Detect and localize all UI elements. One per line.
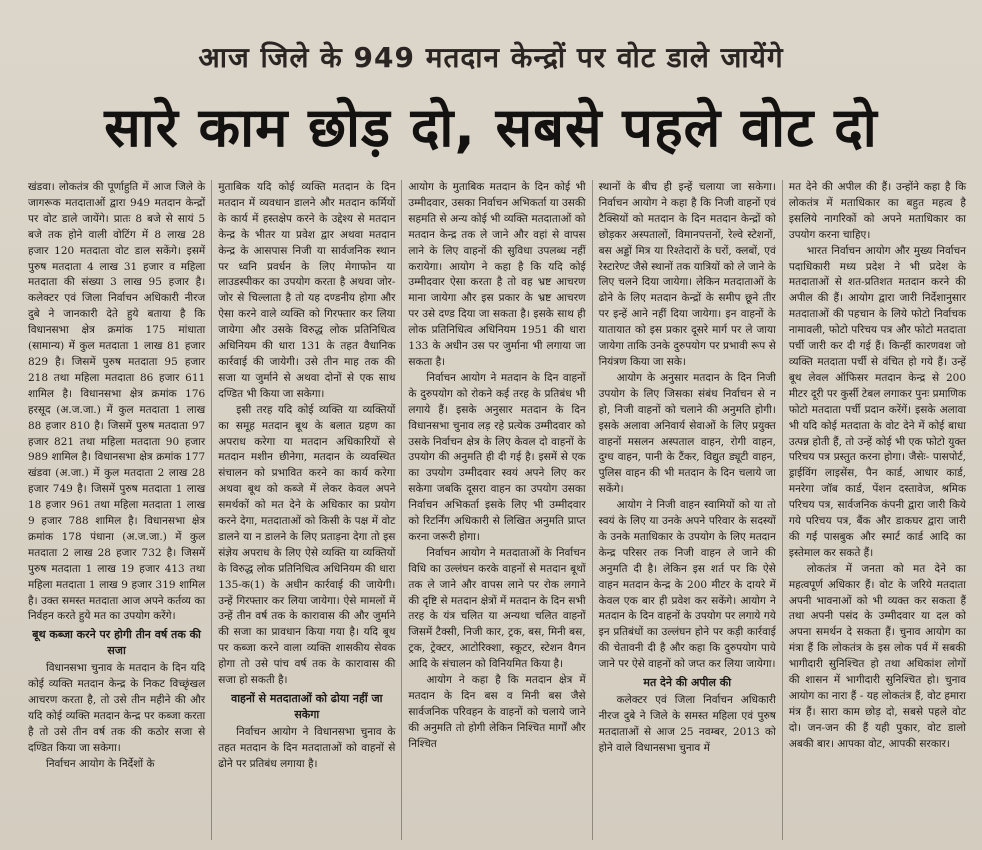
column-4 <box>592 180 782 840</box>
paragraph: कलेक्टर एवं जिला निर्वाचन अधिकारी नीरज दुबे ने जिले के समस्त महिला एवं पुरुष मतदाताओं से आज 25 नवम्बर, 2013 को होने वाले विधानसभा चुनाव में <box>598 694 776 754</box>
paragraph: खंडवा। लोकतंत्र की पूर्णाहुति में आज जिले के जागरूक मतदाताओं द्वारा 949 मतदान केन्द्रों पर वोट डाले जायेंगे। प्रातः 8 बजे से सायं 5 बजे तक होने वाली वोटिंग में 8 लाख 28 हजार 120 मतदाता वोट डाल सकेंगे। इसमें पुरुष मतदाता 4 लाख 31 हजार व महिला मतदाता की संख्या 3 लाख 95 हजार है। कलेक्टर एवं जिला निर्वाचन अधिकारी नीरज दुबे ने जानकारी देते हुये बताया है कि विधानसभा क्षेत्र क्रमांक 175 मांधाता (सामान्य) में कुल मतदाता 1 लाख 81 हजार 829 है। जिसमें पुरुष मतदाता 95 हजार 218 तथा महिला मतदाता 86 हजार 611 शामिल है। विधानसभा क्षेत्र क्रमांक 176 हरसूद (अ.ज.जा.) में कुल मतदाता 1 लाख 88 हजार 810 है। जिसमें पुरुष मतदाता 97 हजार 821 तथा महिला मतदाता 90 हजार 989 शामिल है। विधानसभा क्षेत्र क्रमांक 177 खंडवा (अ.जा.) में कुल मतदाता 2 लाख 28 हजार 749 है। जिसमें पुरुष मतदाता 1 लाख 18 हजार 961 तथा महिला मतदाता 1 लाख 9 हजार 788 शामिल है। विधानसभा क्षेत्र क्रमांक 178 पंधाना (अ.ज.जा.) में कुल मतदाता 2 लाख 28 हजार 732 है। जिसमें पुरुष मतदाता 1 लाख 19 हजार 413 तथा महिला मतदाता 1 लाख 9 हजार 319 शामिल है। उक्त समस्त मतदाता आज अपने कर्तव्य का निर्वहन करते हुये मत का उपयोग करेंगे। <box>28 181 206 623</box>
paragraph: आयोग ने कहा है कि मतदान क्षेत्र में मतदान के दिन बस व मिनी बस जैसे सार्वजनिक परिवहन के वाहनों को चलाये जाने की अनुमति तो होगी लेकिन निश्चित मार्गों और निश्चित <box>408 674 586 750</box>
paragraph: निर्वाचन आयोग ने विधानसभा चुनाव के तहत मतदान के दिन मतदाताओं को वाहनों से ढोने पर प्रतिबंध लगाया है। <box>218 726 396 770</box>
headline-main: सारे काम छोड़ दो, सबसे पहले वोट दो <box>104 96 878 159</box>
paragraph: इसी तरह यदि कोई व्यक्ति या व्यक्तियों का समूह मतदान बूथ के बलात ग्रहण का अपराध करेगा या मतदान अधिकारियों से मतदान मशीन छीनेगा, मतदान के व्यवस्थित संचालन को प्रभावित करने का कार्य करेगा अथवा बूथ को कब्जे में लेकर केवल अपने समर्थकों को मत देने के अधिकार का प्रयोग करने देगा, मतदाताओं को किसी के पक्ष में वोट डालने या न डालने के लिए प्रताड़ना देगा तो इस संज्ञेय अपराध के लिए ऐसे व्यक्ति या व्यक्तियों के विरुद्ध लोक प्रतिनिधित्व अधिनियम की धारा 135-क(1) के अधीन कार्रवाई की जायेगी। उन्हें गिरफ्तार कर लिया जायेगा। ऐसे मामलों में उन्हें तीन वर्ष तक के कारावास की और जुर्माने की सजा का प्रावधान किया गया है। यदि बूथ पर कब्जा करने वाला व्यक्ति शासकीय सेवक होगा तो उसे पांच वर्ष तक के कारावास की सजा हो सकती है। <box>218 403 396 687</box>
column-1 <box>22 180 211 840</box>
paragraph: मत देने की अपील की हैं। उन्होंने कहा है कि लोकतंत्र में मताधिकार का बहुत महत्व है इसलिये नागरिकों को अपने मताधिकार का उपयोग करना चाहिए। <box>788 181 967 241</box>
paragraph: विधानसभा चुनाव के मतदान के दिन यदि कोई व्यक्ति मतदान केन्द्र के निकट विच्छृंखल आचरण करता है, तो उसे तीन महीने की और यदि कोई व्यक्ति मतदान केन्द्र पर कब्जा करता है तो उसे तीन वर्ष तक की कठोर सजा से दण्डित किया जा सकेगा। <box>28 662 206 754</box>
paragraph: निर्वाचन आयोग के निर्देशों के <box>46 757 155 770</box>
paragraph: भारत निर्वाचन आयोग और मुख्य निर्वाचन पदाधिकारी मध्य प्रदेश ने भी प्रदेश के मतदाताओं से शत-प्रतिशत मतदान करने की अपील की हैं। आयोग द्वारा जारी निर्देशानुसार मतदाताओं की पहचान के लिये फोटो निर्वाचक नामावली, फोटो परिचय पत्र और फोटो मतदाता पर्ची जारी कर दी गई हैं। किन्हीं कारणवश जो व्यक्ति मतदाता पर्ची से वंचित हो गये हैं। उन्हें बूथ लेवल ऑफिसर मतदान केन्द्र से 200 मीटर दूरी पर कुर्सी टेबल लगाकर पुनः प्रमाणिक फोटो मतदाता पर्ची प्रदान करेंगें। इसके अलावा भी यदि कोई मतदाता के वोट देने में कोई बाधा उत्पन्न होती हैं, तो उन्हें कोई भी एक फोटो युक्त परिचय पत्र प्रस्तुत करना होगा। जैसेः- पासपोर्ट, ड्राईविंग लाइसेंस, पैन कार्ड, आधार कार्ड, मनरेगा जॉब कार्ड, पेंशन दस्तावेज, श्रमिक परिचय पत्र, सार्वजनिक कंपनी द्वारा जारी किये गये परिचय पत्र, बैंक और डाकघर द्वारा जारी की गई पासबुक और स्मार्ट कार्ड आदि का इस्तेमाल कर सकते हैं। <box>788 244 967 559</box>
paragraph: मुताबिक यदि कोई व्यक्ति मतदान के दिन मतदान में व्यवधान डालने और मतदान कर्मियों के कार्य में हस्तक्षेप करने के उद्देश्य से मतदान केन्द्र के भीतर या प्रवेश द्वार अथवा मतदान केन्द्र के आसपास निजी या सार्वजनिक स्थान पर ध्वनि प्रवर्धन के लिए मेगाफोन या लाउडस्पीकर का उपयोग करता है अथवा जोर-जोर से चिल्लाता है तो यह दण्डनीय होगा और ऐसा करने वाले व्यक्ति को गिरफ्तार कर लिया जायेगा और उसके विरुद्ध लोक प्रतिनिधित्व अधिनियम की धारा 131 के तहत वैधानिक कार्रवाई की जायेगी। उसे तीन माह तक की सजा या जुर्माने से अथवा दोनों से एक साथ दण्डित भी किया जा सकेगा। <box>218 181 396 400</box>
paragraph: लोकतंत्र में जनता को मत देने का महत्वपूर्ण अधिकार हैं। वोट के जरिये मतदाता अपनी भावनाओं को भी व्यक्त कर सकता हैं तथा अपनी पसंद के उम्मीदवार या दल को अपना समर्थन दे सकता हैं। चुनाव आयोग का मंत्रा हैं कि लोकतंत्र के इस लोक पर्व में सबकी भागीदारी सुनिश्चित हो तथा अधिकांश लोगों की शासन में भागीदारी सुनिश्चित हो। चुनाव आयोग का नारा हैं - यह लोकतंत्र हैं, वोट हमारा मंत्र हैं। सारा काम छोड़ दो, सबसे पहले वोट दो। जन-जन की हैं यही पुकार, वोट डालो अबकी बार। आपका वोट, आपकी सरकार। <box>788 562 967 750</box>
subheading: बूथ कब्जा करने पर होगी तीन वर्ष तक की सजा <box>32 628 201 658</box>
paragraph: निर्वाचन आयोग ने मतदाताओं के निर्वाचन विधि का उल्लंघन करके वाहनों से मतदान बूथों तक ले जाने और वापस लाने पर रोक लगाने की दृष्टि से मतदान क्षेत्रों में मतदान के दिन सभी तरह के यंत्र चलित या अन्यथा चलित वाहनों जिसमें टैक्सी, निजी कार, ट्रक, बस, मिनी बस, ट्रक, ट्रेक्टर, आटोरिक्शा, स्कूटर, स्टेशन वैगन आदि के संचालन को विनियमित किया है। <box>408 546 586 671</box>
paragraph: आयोग के मुताबिक मतदान के दिन कोई भी उम्मीदवार, उसका निर्वाचन अभिकर्ता या उसकी सहमति से अन्य कोई भी व्यक्ति मतदाताओं को मतदान केन्द्र तक ले जाने और वहां से वापस लाने के लिए वाहनों की सुविधा उपलब्ध नहीं करायेगा। आयोग ने कहा है कि यदि कोई उम्मीदवार ऐसा करता है तो वह भ्रष्ट आचरण माना जायेगा और इस प्रकार के भ्रष्ट आचरण पर उसे दण्ड दिया जा सकता है। इसके साथ ही लोक प्रतिनिधित्व अधिनियम 1951 की धारा 133 के अधीन उस पर जुर्माना भी लगाया जा सकता है। <box>408 181 586 368</box>
paragraph: स्थानों के बीच ही इन्हें चलाया जा सकेगा। निर्वाचन आयोग ने कहा है कि निजी वाहनों एवं टैक्सियों को मतदान के दिन मतदान केन्द्रों को छोड़कर अस्पतालों, विमानपत्तनों, रेल्वे स्टेशनों, बस अड्डों मित्र या रिश्तेदारों के घरों, क्लबों, एवं रेस्टारेण्ट जैसे स्थानों तक यात्रियों को ले जाने के लिए चलने दिया जायेगा। लेकिन मतदाताओं के ढोने के लिए मतदान केन्द्रों के समीप छूने तीर पर इन्हें आने नहीं दिया जायेगा। इन वाहनों के यातायात को इस प्रकार दूसरे मार्ग पर ले जाया जायेगा ताकि उनके दुरुपयोग पर प्रभावी रूप से नियंत्रण किया जा सके। <box>598 181 776 368</box>
subheading: मत देने की अपील की <box>643 676 732 690</box>
column-5 <box>782 180 972 840</box>
column-2 <box>211 180 401 840</box>
article-columns <box>22 180 972 840</box>
headline-top: आज जिले के 949 मतदान केन्द्रों पर वोट डाले जायेंगे <box>198 41 784 74</box>
paragraph: निर्वाचन आयोग ने मतदान के दिन वाहनों के दुरुपयोग को रोकने कई तरह के प्रतिबंध भी लगाये हैं। इसके अनुसार मतदान के दिन विधानसभा चुनाव लड़ रहे प्रत्येक उम्मीदवार को उसके निर्वाचन क्षेत्र के लिए केवल दो वाहनों के उपयोग की अनुमति ही दी गई है। इसमें से एक का उपयोग उम्मीदवार स्वयं अपने लिए कर सकेगा जबकि दूसरा वाहन का उपयोग उसका निर्वाचन अभिकर्ता इसके लिए भी उम्मीदवार को रिटर्निंग अधिकारी से लिखित अनुमति प्राप्त करना जरूरी होगा। <box>408 371 586 543</box>
paragraph: आयोग के अनुसार मतदान के दिन निजी उपयोग के लिए जिसका संबंध निर्वाचन से न हो, निजी वाहनों को चलाने की अनुमति होगी। इसके अलावा अनिवार्य सेवाओं के लिए प्रयुक्त वाहनों मसलन अस्पताल वाहन, रोगी वाहन, दुग्ध वाहन, पानी के टैंकर, विद्युत ड्यूटी वाहन, पुलिस वाहन की भी मतदान के दिन चलाये जा सकेंगे। <box>598 371 776 496</box>
column-3 <box>401 180 591 840</box>
paragraph: आयोग ने निजी वाहन स्वामियों को या तो स्वयं के लिए या उनके अपने परिवार के सदस्यों के उनके मताधिकार के उपयोग के लिए मतदान केन्द्र परिसर तक निजी वाहन ले जाने की अनुमति दी है। लेकिन इस शर्त पर कि ऐसे वाहन मतदान केन्द्र के 200 मीटर के दायरे में केवल एक बार ही प्रवेश कर सकेंगे। आयोग ने मतदान के दिन वाहनों के उपयोग पर लगाये गये इन प्रतिबंधों का उल्लंघन होने पर कड़ी कार्रवाई की चेतावनी दी है और कहा कि दुरुपयोग पाये जाने पर ऐसे वाहनों को जप्त कर लिया जायेगा। <box>598 499 776 671</box>
subheading: वाहनों से मतदाताओं को ढोया नहीं जा सकेगा <box>231 692 383 721</box>
